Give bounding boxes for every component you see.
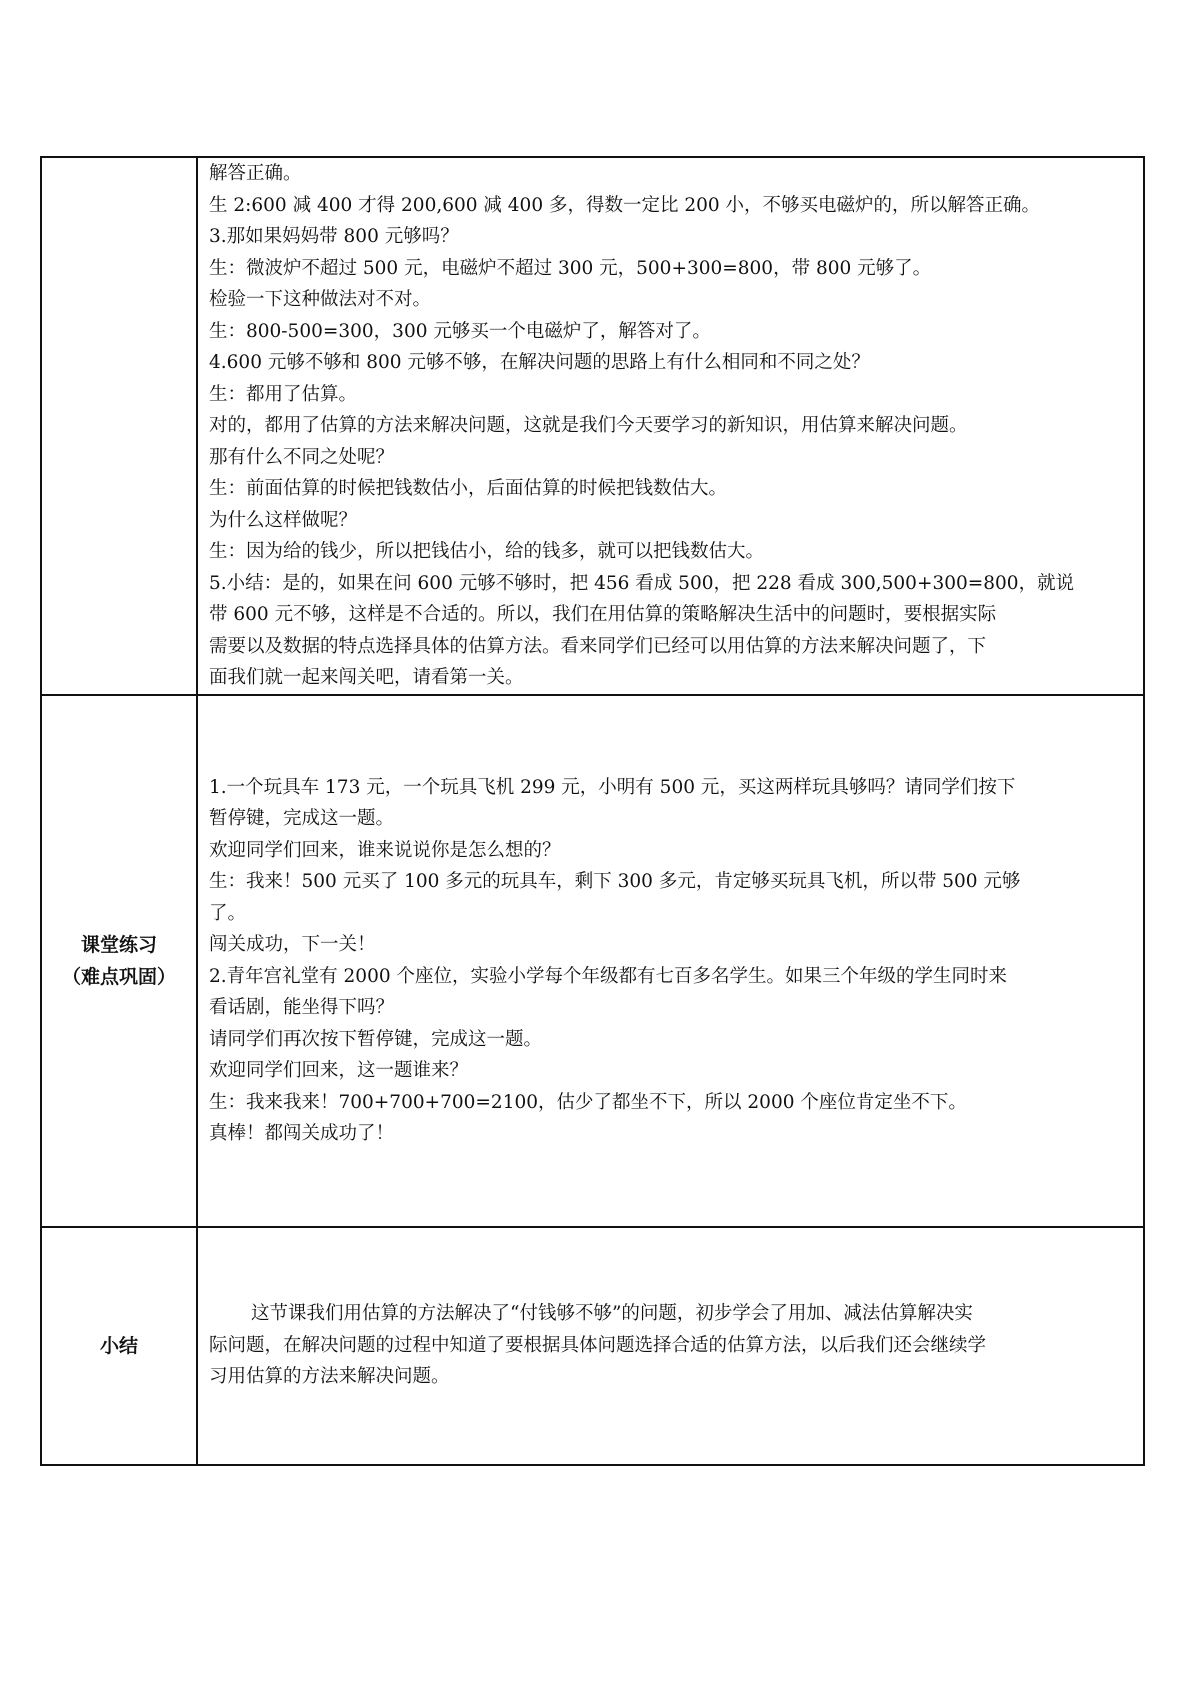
text-line: 习用估算的方法来解决问题。 (209, 1366, 450, 1388)
text-line: 生：前面估算的时候把钱数估小，后面估算的时候把钱数估大。 (209, 478, 728, 499)
practice-label-title: 课堂练习 (80, 933, 157, 956)
text-line: 欢迎同学们回来，这一题谁来？ (209, 1060, 469, 1081)
text-line: 对的，都用了估算的方法来解决问题，这就是我们今天要学习的新知识，用估算来解决问题。 (209, 415, 968, 436)
text-line: 看话剧，能坐得下吗？ (209, 997, 395, 1018)
text-line: 了。 (209, 902, 247, 924)
text-line: 欢迎同学们回来，谁来说说你是怎么想的？ (209, 839, 561, 861)
text-line: 生：都用了估算。 (209, 383, 358, 405)
text-line: 2.青年宫礼堂有 2000 个座位，实验小学每个年级都有七百多名学生。如果三个年级的学生同时来 (209, 965, 1007, 987)
row-label-cell-practice (41, 695, 197, 1227)
discussion-content (197, 157, 1144, 695)
text-line: 面我们就一起来闯关吧，请看第一关。 (209, 667, 524, 688)
table-row-summary (41, 1227, 1144, 1465)
text-line: 生：我来！500 元买了 100 多元的玩具车，剩下 300 多元，肯定够买玩具飞机，所以带 500 元够 (209, 871, 1021, 892)
text-line: 那有什么不同之处呢？ (209, 446, 395, 468)
text-line: 闯关成功，下一关！ (209, 934, 376, 955)
text-line: 际问题，在解决问题的过程中知道了要根据具体问题选择合适的估算方法，以后我们还会继续学 (209, 1334, 987, 1356)
text-line: 1.一个玩具车 173 元，一个玩具飞机 299 元，小明有 500 元，买这两样玩具够吗？请同学们按下 (209, 776, 1016, 798)
table-row-practice (41, 695, 1144, 1227)
text-line: 4.600 元够不够和 800 元够不够，在解决问题的思路上有什么相同和不同之处？ (209, 352, 870, 373)
table-row-discussion (41, 157, 1144, 695)
text-line: 生：微波炉不超过 500 元，电磁炉不超过 300 元，500+300=800，带 800 元够了。 (209, 257, 932, 279)
summary-label: 小结 (99, 1334, 138, 1357)
row-label-cell-summary (41, 1227, 197, 1465)
text-line: 请同学们再次按下暂停键，完成这一题。 (209, 1028, 543, 1050)
text-line: 带 600 元不够，这样是不合适的。所以，我们在用估算的策略解决生活中的问题时，要根据实际 (209, 604, 997, 625)
text-line: 需要以及数据的特点选择具体的估算方法。看来同学们已经可以用估算的方法来解决问题了，下 (209, 635, 987, 657)
practice-content (197, 695, 1144, 1227)
text-line: 5.小结：是的，如果在问 600 元够不够时，把 456 看成 500，把 228 看成 300,500+300=800，就说 (209, 572, 1075, 594)
text-line: 解答正确。 (209, 163, 302, 184)
practice-label-subtitle: （难点巩固） (61, 965, 176, 988)
lesson-plan-table (40, 156, 1145, 1466)
text-line: 检验一下这种做法对不对。 (209, 289, 432, 310)
text-line: 这节课我们用估算的方法解决了“付钱够不够”的问题，初步学会了用加、减法估算解决实 (251, 1303, 973, 1325)
text-line: 生：800-500=300，300 元够买一个电磁炉了，解答对了。 (209, 320, 711, 342)
text-line: 生：因为给的钱少，所以把钱估小，给的钱多，就可以把钱数估大。 (209, 541, 765, 562)
text-line: 暂停键，完成这一题。 (209, 808, 395, 829)
text-line: 为什么这样做呢？ (209, 509, 358, 531)
text-line: 生 2:600 减 400 才得 200,600 减 400 多，得数一定比 200 小，不够买电磁炉的，所以解答正确。 (209, 194, 1041, 216)
text-line: 生：我来我来！700+700+700=2100，估少了都坐不下，所以 2000 个座位肯定坐不下。 (209, 1091, 967, 1113)
row-label-cell-empty (41, 157, 197, 695)
text-line: 真棒！都闯关成功了！ (209, 1123, 395, 1144)
text-line: 3.那如果妈妈带 800 元够吗？ (209, 226, 459, 247)
summary-content (197, 1227, 1144, 1465)
